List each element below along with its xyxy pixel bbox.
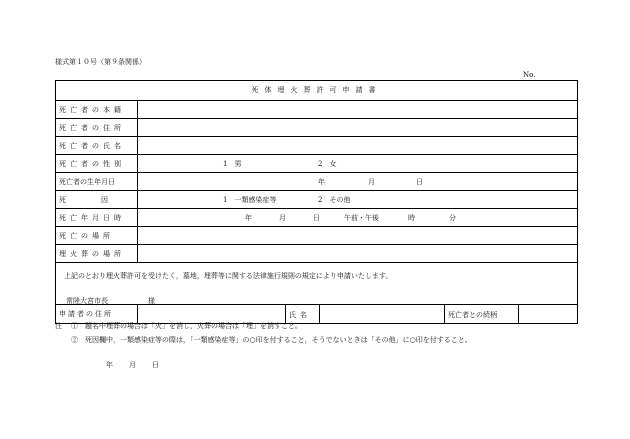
cause-option-infectious[interactable]: 1 一類感染症等 <box>223 195 277 204</box>
field-applicant-name[interactable] <box>320 305 443 323</box>
field-relation[interactable] <box>519 305 577 323</box>
statement-text: 上記のとおり埋火葬許可を受けたく，墓地，埋葬等に関する法律施行規則の規定により申請いたします。 <box>64 272 393 280</box>
field-death-place[interactable] <box>138 227 577 244</box>
death-ampm[interactable]: 午前・午後 <box>344 213 379 222</box>
birth-month-unit: 月 <box>368 177 375 186</box>
death-day-unit: 日 <box>313 213 320 222</box>
field-cause[interactable] <box>138 191 577 208</box>
death-year-unit: 年 <box>245 213 252 222</box>
row-name <box>56 136 577 154</box>
field-birth[interactable] <box>138 173 577 190</box>
note-1: ① 題名中埋葬の場合は「火」を消し，火葬の場合は「埋」を消すこと。 <box>71 322 302 330</box>
label-cremation-place: 埋火葬の場所 <box>56 245 138 262</box>
birth-year-unit: 年 <box>318 177 325 186</box>
label-cause: 死 因 <box>56 191 138 208</box>
application-form <box>55 80 578 324</box>
row-death-time <box>56 208 577 226</box>
title-row <box>56 81 577 100</box>
field-name[interactable] <box>138 137 577 154</box>
form-title: 死体埋火葬許可申請書 <box>251 86 382 94</box>
label-applicant-name: 氏名 <box>289 311 311 319</box>
sex-option-male[interactable]: 1 男 <box>223 159 242 168</box>
statement-section <box>56 262 577 304</box>
death-minute-unit: 分 <box>449 213 456 222</box>
note-2: ② 死因欄中，一類感染症等の際は，「一類感染症等」の○印を付すること，そうでないときは「その他」に○印を付すること。 <box>71 336 472 344</box>
form-number-label: No. <box>523 71 536 79</box>
form-reference: 様式第１０号（第９条関係） <box>55 58 146 66</box>
notes-prefix: 注 <box>55 322 62 330</box>
birth-day-unit: 日 <box>416 177 423 186</box>
addressee: 常陸大宮市長 <box>66 297 108 305</box>
row-sex <box>56 154 577 172</box>
date-day-unit: 日 <box>152 361 159 369</box>
row-cause <box>56 190 577 208</box>
cause-option-other[interactable]: 2 その他 <box>318 195 351 204</box>
date-year-unit: 年 <box>106 361 113 369</box>
label-address: 死亡者の住所 <box>56 119 138 136</box>
date-month-unit: 月 <box>129 361 136 369</box>
death-hour-unit: 時 <box>408 213 415 222</box>
label-applicant-address: 申請者の住所 <box>56 305 138 323</box>
label-honseki: 死亡者の本籍 <box>56 101 138 118</box>
row-death-place <box>56 226 577 244</box>
field-death-time[interactable] <box>138 209 577 226</box>
row-cremation-place <box>56 244 577 262</box>
death-month-unit: 月 <box>279 213 286 222</box>
field-sex[interactable] <box>138 155 577 172</box>
sex-option-female[interactable]: 2 女 <box>318 159 337 168</box>
label-name: 死亡者の氏名 <box>56 137 138 154</box>
row-birth <box>56 172 577 190</box>
label-birth: 死亡者の生年月日 <box>56 173 138 190</box>
label-sex: 死亡者の性別 <box>56 155 138 172</box>
row-honseki <box>56 100 577 118</box>
field-cremation-place[interactable] <box>138 245 577 262</box>
addressee-honorific: 様 <box>148 297 155 305</box>
label-death-time: 死亡年月日時 <box>56 209 138 226</box>
row-address <box>56 118 577 136</box>
label-relation: 死亡者との続柄 <box>448 311 497 319</box>
label-death-place: 死亡の場所 <box>56 227 138 244</box>
field-honseki[interactable] <box>138 101 577 118</box>
field-address[interactable] <box>138 119 577 136</box>
